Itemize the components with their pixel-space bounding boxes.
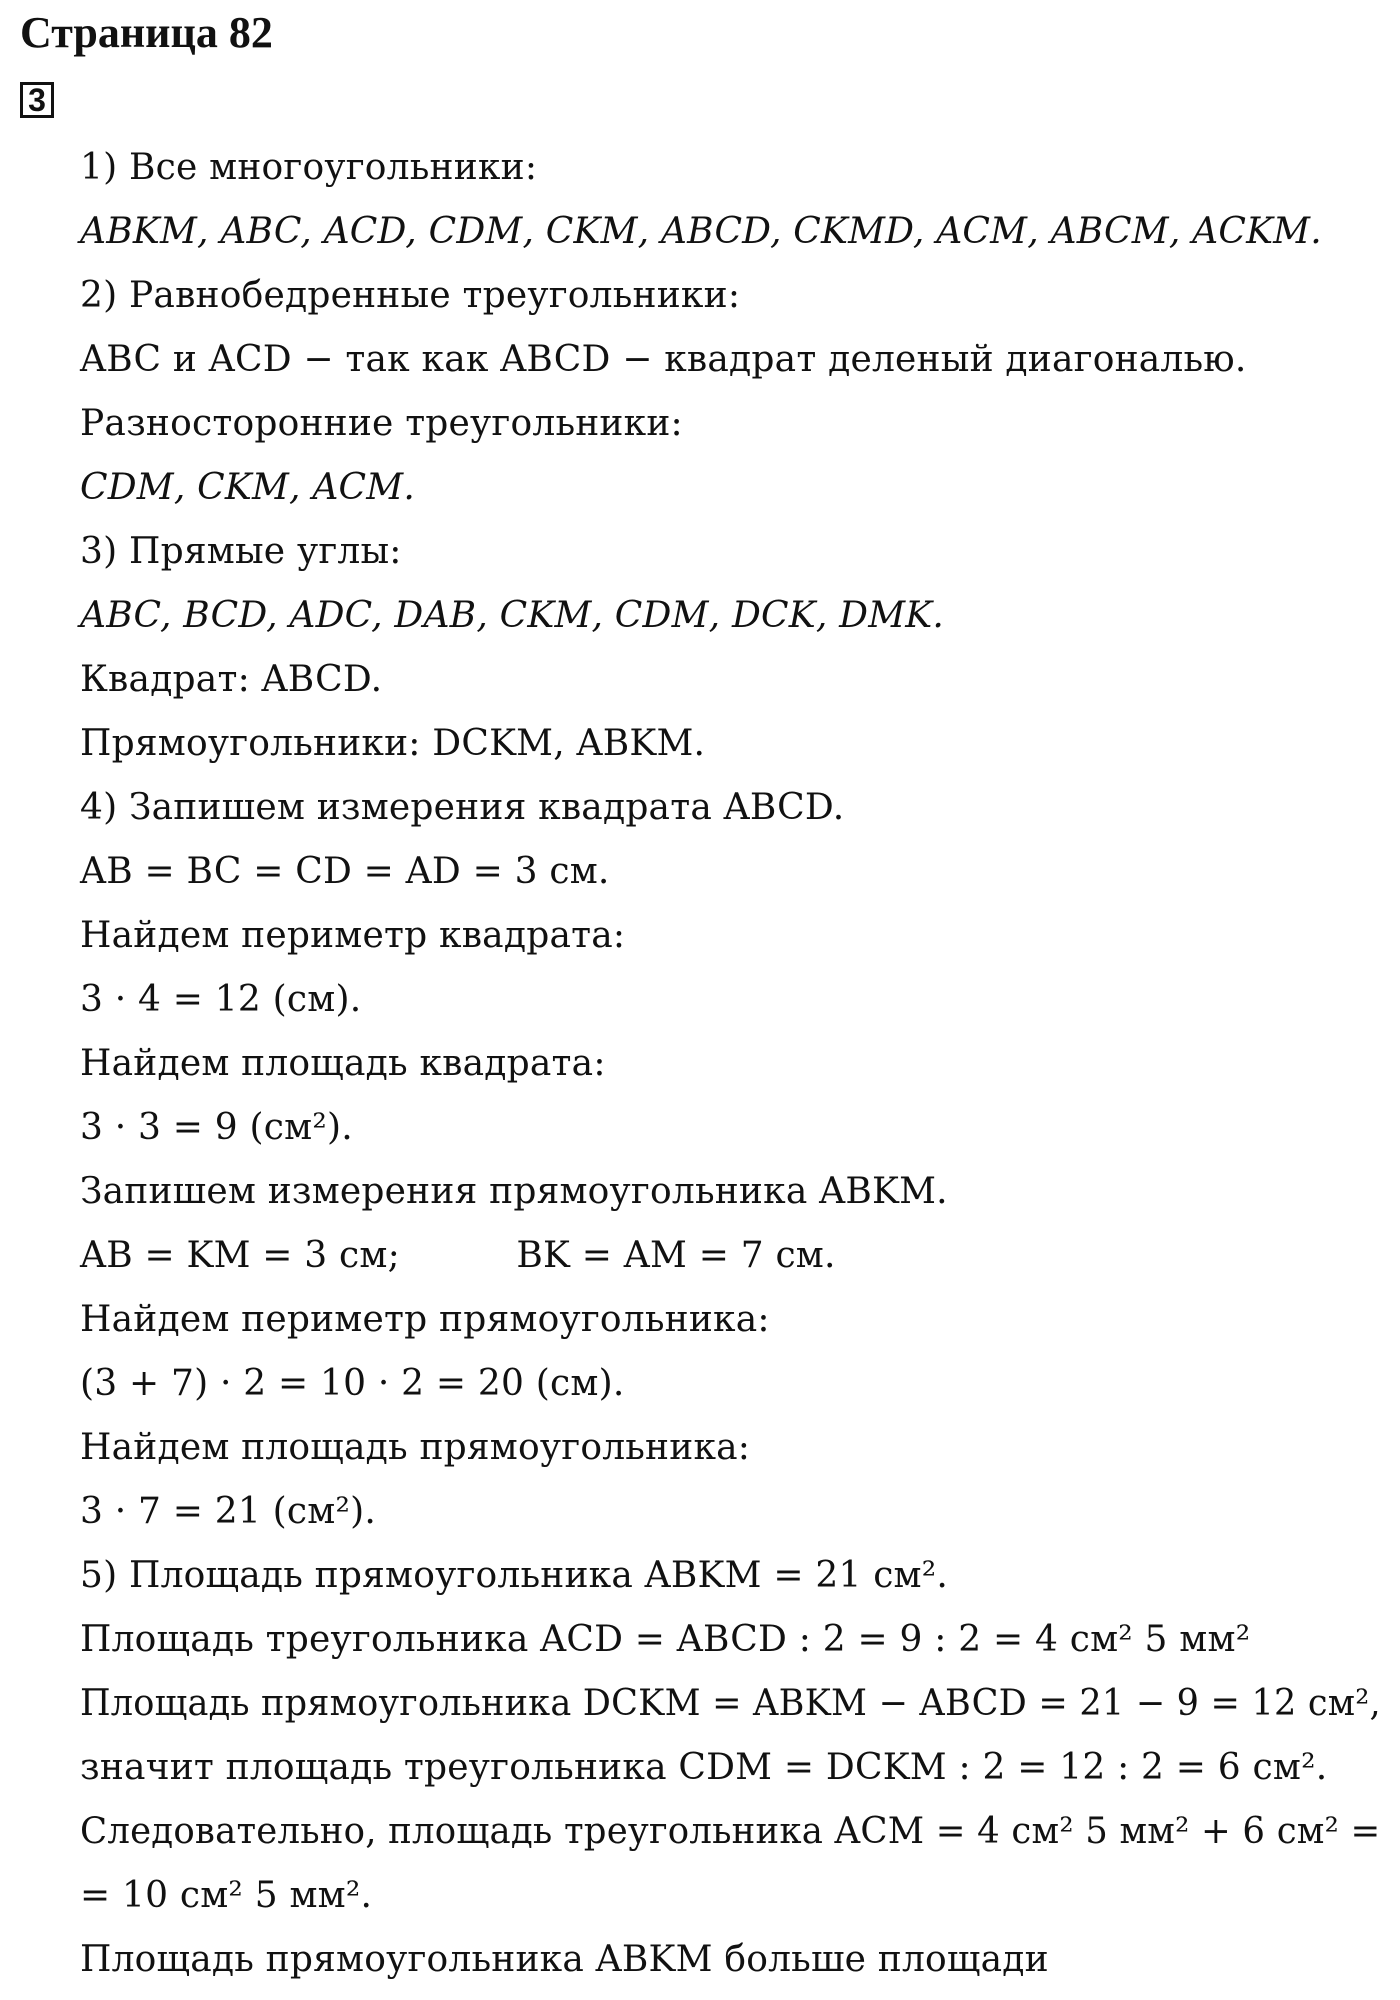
line-16: 3 · 3 = 9 (см²). xyxy=(80,1107,353,1148)
task-number-box: 3 xyxy=(20,82,54,118)
line-22: 3 · 7 = 21 (см²). xyxy=(80,1491,376,1532)
line-9: Квадрат: ABCD. xyxy=(80,659,383,700)
line-2: ABKM, ABC, ACD, CDM, CKM, ABCD, CKMD, ACM, ABCM, ACKM. xyxy=(80,211,1322,252)
line-13: Найдем периметр квадрата: xyxy=(80,915,626,956)
line-19: Найдем периметр прямоугольника: xyxy=(80,1299,770,1340)
line-24: Площадь треугольника ACD = ABCD : 2 = 9 : 2 = 4 см² 5 мм² xyxy=(80,1619,1251,1660)
line-28: = 10 см² 5 мм². xyxy=(80,1875,373,1916)
line-6: CDM, CKM, ACM. xyxy=(80,467,415,508)
line-17: Запишем измерения прямоугольника ABKM. xyxy=(80,1171,948,1212)
page-title: Страница 82 xyxy=(20,8,273,57)
solution-text xyxy=(80,136,1380,1992)
line-21: Найдем площадь прямоугольника: xyxy=(80,1427,751,1468)
line-11: 4) Запишем измерения квадрата ABCD. xyxy=(80,787,845,828)
line-14: 3 · 4 = 12 (см). xyxy=(80,979,362,1020)
line-12: AB = BC = CD = AD = 3 см. xyxy=(80,851,610,892)
line-10: Прямоугольники: DCKM, ABKM. xyxy=(80,723,706,764)
line-27: Следовательно, площадь треугольника ACM = 4 см² 5 мм² + 6 см² = xyxy=(80,1811,1381,1852)
line-7: 3) Прямые углы: xyxy=(80,531,402,572)
line-8: ABC, BCD, ADC, DAB, CKM, CDM, DCK, DMK. xyxy=(80,595,945,636)
line-3: 2) Равнобедренные треугольники: xyxy=(80,275,741,316)
line-1: 1) Все многоугольники: xyxy=(80,147,538,188)
line-15: Найдем площадь квадрата: xyxy=(80,1043,606,1084)
line-25: Площадь прямоугольника DCKM = ABKM − ABCD = 21 − 9 = 12 см², xyxy=(80,1683,1381,1724)
line-23: 5) Площадь прямоугольника ABKM = 21 см². xyxy=(80,1555,949,1596)
line-20: (3 + 7) · 2 = 10 · 2 = 20 (см). xyxy=(80,1363,625,1404)
line-26: значит площадь треугольника CDM = DCKM : 2 = 12 : 2 = 6 см². xyxy=(80,1747,1328,1788)
line-29: Площадь прямоугольника ABKM больше площади xyxy=(80,1939,1049,1980)
line-4: ABC и ACD − так как ABCD − квадрат деленый диагональю. xyxy=(80,339,1247,380)
line-18: AB = KM = 3 см; BK = AM = 7 см. xyxy=(80,1235,836,1276)
line-5: Разносторонние треугольники: xyxy=(80,403,683,444)
